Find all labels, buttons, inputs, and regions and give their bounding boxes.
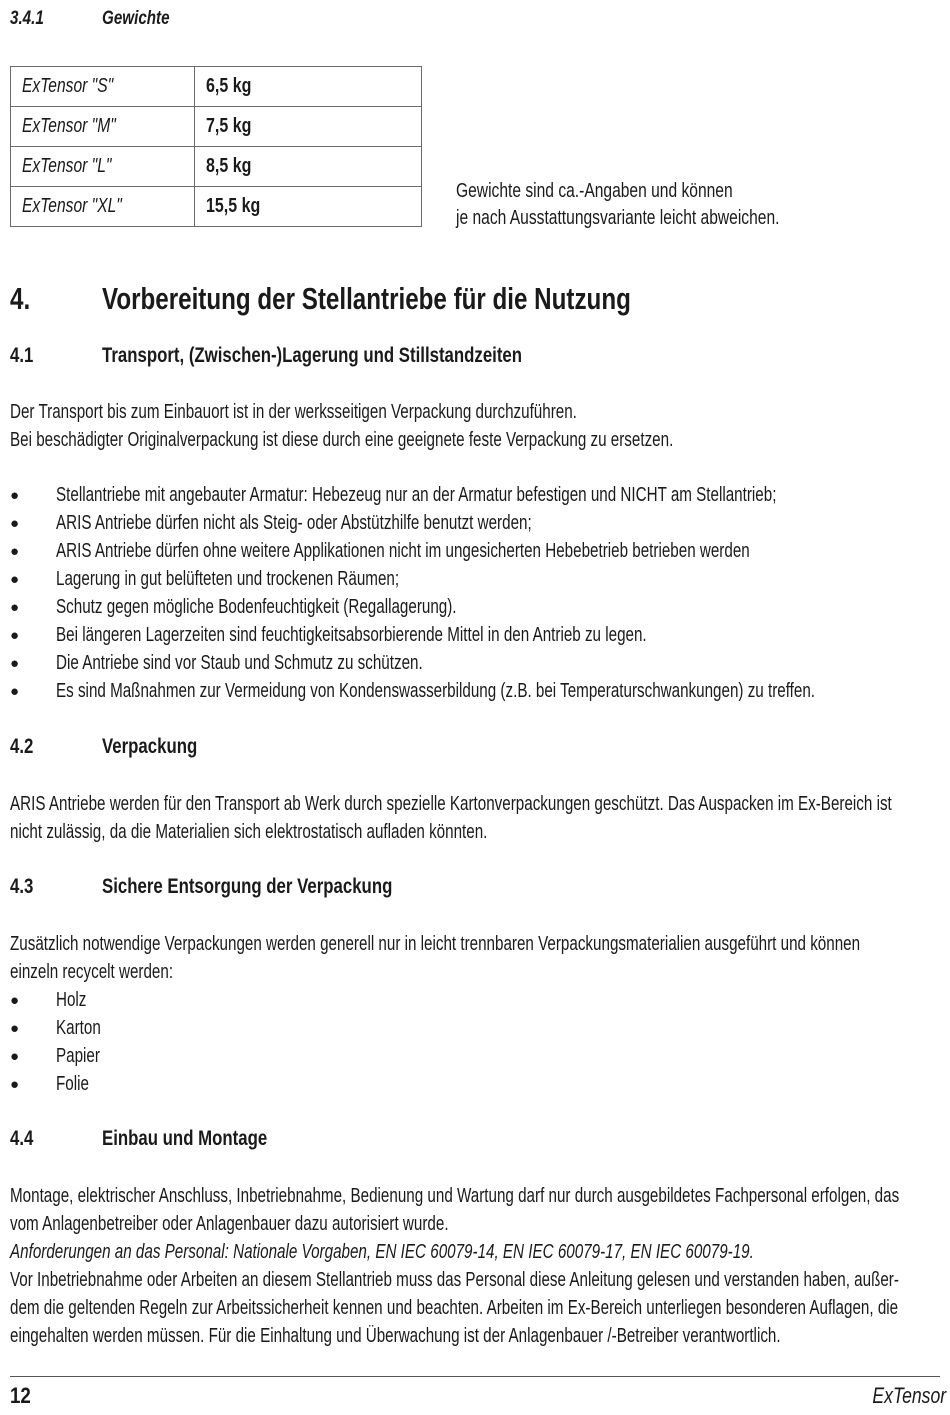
requirements-line: Anforderungen an das Personal: Nationale Vorgaben, EN IEC 60079-14, EN IEC 60079-17, EN IEC 60079-19. bbox=[10, 1241, 754, 1263]
list-item-text: Bei längeren Lagerzeiten sind feuchtigkeitsabsorbierende Mittel in den Antrieb zu legen. bbox=[56, 624, 647, 646]
section-number: 3.4.1 bbox=[10, 8, 44, 29]
page-number bbox=[10, 1383, 34, 1409]
section-title: Sichere Entsorgung der Verpackung bbox=[102, 875, 393, 898]
list-item-text: Lagerung in gut belüfteten und trockenen Räumen; bbox=[56, 568, 400, 590]
paragraph-line: einzeln recycelt werden: bbox=[10, 961, 174, 983]
paragraph-line: Montage, elektrischer Anschluss, Inbetriebnahme, Bedienung und Wartung darf nur durch ausgebildetes Fachpersonal erfolgen, das bbox=[10, 1185, 900, 1207]
paragraph-line: Bei beschädigter Originalverpackung ist diese durch eine geeignete feste Verpackung zu ersetzen. bbox=[10, 429, 674, 451]
weights-note-line: Gewichte sind ca.-Angaben und können bbox=[456, 180, 733, 202]
section-number: 4.3 bbox=[10, 875, 34, 898]
bullet-icon: ● bbox=[10, 1048, 20, 1065]
model-name: ExTensor "L" bbox=[22, 155, 112, 177]
section-number: 4.4 bbox=[10, 1127, 34, 1150]
weight-value: 15,5 kg bbox=[206, 195, 261, 217]
weights-table bbox=[10, 66, 422, 227]
section-4-1-paragraph bbox=[10, 398, 883, 454]
list-item-text: Die Antriebe sind vor Staub und Schmutz zu schützen. bbox=[56, 652, 423, 674]
weight-cell bbox=[195, 107, 422, 147]
bullet-icon: ● bbox=[10, 1076, 20, 1093]
weights-note bbox=[456, 178, 871, 232]
section-title: Gewichte bbox=[102, 8, 170, 29]
footer-divider bbox=[10, 1376, 940, 1377]
bullet-icon: ● bbox=[10, 683, 20, 700]
footer-brand bbox=[854, 1383, 946, 1409]
bullet-icon: ● bbox=[10, 599, 20, 616]
model-name: ExTensor "S" bbox=[22, 75, 114, 97]
page-number-text: 12 bbox=[10, 1383, 31, 1408]
weights-row bbox=[11, 147, 422, 187]
section-title: Einbau und Montage bbox=[102, 1127, 268, 1150]
model-cell bbox=[11, 107, 195, 147]
model-name: ExTensor "M" bbox=[22, 115, 116, 137]
model-cell bbox=[11, 147, 195, 187]
model-name: ExTensor "XL" bbox=[22, 195, 122, 217]
list-item-text: Stellantriebe mit angebauter Armatur: Hebezeug nur an der Armatur befestigen und NICHT am Stellantrieb; bbox=[56, 484, 777, 506]
paragraph-line: Zusätzlich notwendige Verpackungen werden generell nur in leicht trennbaren Verpackungsmaterialien ausgeführt und können bbox=[10, 933, 861, 955]
bullet-icon: ● bbox=[10, 515, 20, 532]
brand-text: ExTensor bbox=[872, 1383, 946, 1408]
paragraph-line: ARIS Antriebe werden für den Transport ab Werk durch spezielle Kartonverpackungen geschützt. Das Auspacken im Ex-Bereich ist bbox=[10, 793, 892, 815]
chapter-title: Vorbereitung der Stellantriebe für die Nutzung bbox=[102, 281, 631, 316]
weight-value: 7,5 kg bbox=[206, 115, 252, 137]
section-4-2-paragraph bbox=[10, 790, 950, 846]
paragraph-line: vom Anlagenbetreiber oder Anlagenbauer dazu autorisiert wurde. bbox=[10, 1213, 449, 1235]
section-4-3-heading bbox=[10, 875, 393, 899]
bullet-icon: ● bbox=[10, 543, 20, 560]
section-4-4-paragraph bbox=[10, 1182, 950, 1350]
weights-row bbox=[11, 107, 422, 147]
list-item-text: ARIS Antriebe dürfen nicht als Steig- oder Abstützhilfe benutzt werden; bbox=[56, 512, 532, 534]
weight-value: 6,5 kg bbox=[206, 75, 252, 97]
bullet-icon: ● bbox=[10, 571, 20, 588]
bullet-icon: ● bbox=[10, 627, 20, 644]
weight-cell bbox=[195, 187, 422, 227]
list-item-text: Holz bbox=[56, 989, 87, 1011]
section-4-1-heading bbox=[10, 344, 523, 368]
weights-note-line: je nach Ausstattungsvariante leicht abweichen. bbox=[456, 207, 780, 229]
weight-cell bbox=[195, 67, 422, 107]
list-item-text: Folie bbox=[56, 1073, 89, 1095]
section-number: 4.1 bbox=[10, 344, 34, 367]
bullet-icon: ● bbox=[10, 655, 20, 672]
bullet-icon: ● bbox=[10, 992, 20, 1009]
list-item-text: ARIS Antriebe dürfen ohne weitere Applikationen nicht im ungesicherten Hebebetrieb betrieben werden bbox=[56, 540, 750, 562]
list-item-text: Karton bbox=[56, 1017, 101, 1039]
section-4-2-heading bbox=[10, 735, 198, 759]
chapter-4-heading bbox=[10, 281, 631, 317]
section-3-4-1-heading bbox=[10, 8, 170, 30]
weight-value: 8,5 kg bbox=[206, 155, 252, 177]
paragraph-line: Der Transport bis zum Einbauort ist in der werksseitigen Verpackung durchzuführen. bbox=[10, 401, 577, 423]
section-number: 4.2 bbox=[10, 735, 34, 758]
bullet-icon: ● bbox=[10, 487, 20, 504]
paragraph-line: eingehalten werden müssen. Für die Einhaltung und Überwachung ist der Anlagenbauer /-Betreiber verantwortlich. bbox=[10, 1325, 781, 1347]
bullet-icon: ● bbox=[10, 1020, 20, 1037]
chapter-number: 4. bbox=[10, 281, 31, 316]
weights-row bbox=[11, 67, 422, 107]
list-item-text: Papier bbox=[56, 1045, 100, 1067]
section-4-3-paragraph bbox=[10, 930, 950, 986]
section-4-4-heading bbox=[10, 1127, 268, 1151]
weight-cell bbox=[195, 147, 422, 187]
section-title: Verpackung bbox=[102, 735, 198, 758]
section-title: Transport, (Zwischen-)Lagerung und Stillstandzeiten bbox=[102, 344, 523, 367]
weights-row bbox=[11, 187, 422, 227]
model-cell bbox=[11, 67, 195, 107]
model-cell bbox=[11, 187, 195, 227]
paragraph-line: dem die geltenden Regeln zur Arbeitssicherheit kennen und beachten. Arbeiten im Ex-Bereich unterliegen besonderen Auflagen, die bbox=[10, 1297, 899, 1319]
paragraph-line: nicht zulässig, da die Materialien sich elektrostatisch aufladen könnten. bbox=[10, 821, 488, 843]
list-item-text: Es sind Maßnahmen zur Vermeidung von Kondenswasserbildung (z.B. bei Temperaturschwankungen) zu treffen. bbox=[56, 680, 816, 702]
paragraph-line: Vor Inbetriebnahme oder Arbeiten an diesem Stellantrieb muss das Personal diese Anleitung gelesen und verstanden haben, außer- bbox=[10, 1269, 899, 1291]
list-item-text: Schutz gegen mögliche Bodenfeuchtigkeit (Regallagerung). bbox=[56, 596, 457, 618]
